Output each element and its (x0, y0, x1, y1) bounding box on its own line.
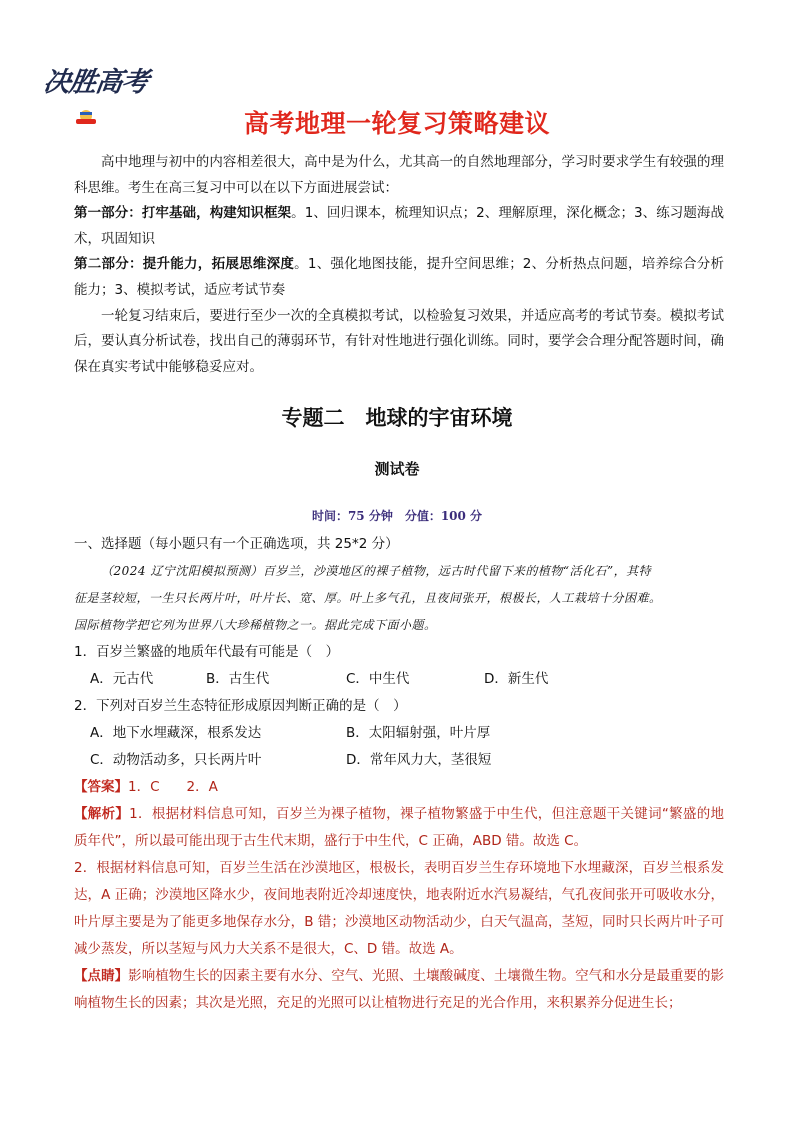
test-subtitle: 测试卷 (374, 460, 420, 478)
answer-line (74, 774, 724, 801)
option-a[interactable]: A．地下水埋藏深，根系发达 (90, 725, 262, 741)
option-d[interactable]: D．新生代 (484, 671, 549, 687)
part-two-paragraph (74, 252, 724, 303)
option-c[interactable]: C．中生代 (346, 671, 410, 687)
analysis-text-1: 1．根据材料信息可知，百岁兰为裸子植物，裸子植物繁盛于中生代，但注意题干关键词“繁盛的地质年代”，所以最可能出现于古生代末期，盛行于中生代，C 正确，ABD 错。故选 C。 (74, 806, 725, 849)
option-a[interactable]: A．元古代 (90, 671, 154, 687)
part-one-paragraph (74, 201, 724, 252)
answer-label: 【答案】 (74, 779, 128, 795)
option-b[interactable]: B．太阳辐射强，叶片厚 (346, 725, 491, 741)
question-2-options-row-1 (74, 720, 724, 747)
part-two-text: 。1、强化地图技能，提升空间思维；2、分析热点问题，培养综合分析能力；3、模拟考试，适应考试节奏 (74, 256, 724, 298)
question-1-stem: 1．百岁兰繁盛的地质年代最有可能是（ ） (74, 644, 340, 660)
analysis-block (74, 801, 724, 1017)
part-two-label: 第二部分：提升能力，拓展思维深度 (74, 256, 295, 273)
material-line: 国际植物学把它列为世界八大珍稀植物之一。据此完成下面小题。 (74, 618, 437, 632)
logo-text: 决胜高考 (41, 67, 150, 98)
comment-label: 【点睛】 (74, 968, 129, 984)
part-one-label: 第一部分：打牢基础，构建知识框架 (74, 205, 292, 222)
mock-exam-paragraph: 一轮复习结束后，要进行至少一次的全真模拟考试，以检验复习效果，并适应高考的考试节奏。模拟考试后，要认真分析试卷，找出自己的薄弱环节，有针对性地进行强化训练。同时，要学会合理分配答题时间，确保在真实考试中能够稳妥应对。 (74, 307, 724, 375)
analysis-paragraph-1 (74, 801, 724, 855)
question-2-stem: 2．下列对百岁兰生态特征形成原因判断正确的是（ ） (74, 698, 407, 714)
option-b[interactable]: B．古生代 (206, 671, 270, 687)
question-section (74, 531, 724, 1017)
comment-paragraph (74, 963, 724, 1017)
section-title: 专题二 地球的宇宙环境 (281, 406, 513, 430)
exam-meta: 时间：75 分钟 分值：100 分 (311, 509, 483, 523)
section-heading: 一、选择题（每小题只有一个正确选项，共 25*2 分） (74, 536, 399, 552)
material-line: 征是茎较短，一生只长两片叶，叶片长、宽、厚。叶上多气孔，且夜间张开，根极长，人工栽培十分困难。 (74, 591, 662, 605)
option-c[interactable]: C．动物活动多，只长两片叶 (90, 752, 262, 768)
intro-paragraph: 高中地理与初中的内容相差很大，高中是为什么，尤其高一的自然地理部分，学习时要求学生有较强的理科思维。考生在高三复习中可以在以下方面进展尝试： (74, 154, 724, 196)
intro-section (74, 150, 724, 380)
option-d[interactable]: D．常年风力大，茎很短 (346, 752, 492, 768)
material-line: （2024 辽宁沈阳模拟预测）百岁兰，沙漠地区的裸子植物，远古时代留下来的植物“活化石”，其特 (101, 564, 652, 578)
document-title: 高考地理一轮复习策略建议 (243, 109, 550, 138)
analysis-paragraph-2: 2．根据材料信息可知，百岁兰生活在沙漠地区，根极长，表明百岁兰生存环境地下水埋藏深，百岁兰根系发达，A 正确；沙漠地区降水少，夜间地表附近冷却速度快，地表附近水汽易凝结，气孔夜间张开可吸收水分，叶片厚主要是为了能更多地保存水分，B 错；沙漠地区动物活动少，白天气温高，茎短，同时只长两片叶子可减少蒸发，所以茎短与风力大关系不是很大，C、D 错。故选 A。 (74, 860, 724, 957)
answer-text: 1．C 2．A (128, 779, 218, 795)
question-1-options (74, 666, 724, 693)
analysis-label: 【解析】 (74, 806, 130, 822)
comment-text: 影响植物生长的因素主要有水分、空气、光照、土壤酸碱度、土壤微生物。空气和水分是最重要的影响植物生长的因素；其次是光照，充足的光照可以让植物进行充足的光合作用，来积累养分促进生长； (74, 968, 725, 1011)
part-one-text: 。1、回归课本，梳理知识点；2、理解原理，深化概念；3、练习题海战术，巩固知识 (74, 205, 724, 247)
question-2-options-row-2 (74, 747, 724, 774)
